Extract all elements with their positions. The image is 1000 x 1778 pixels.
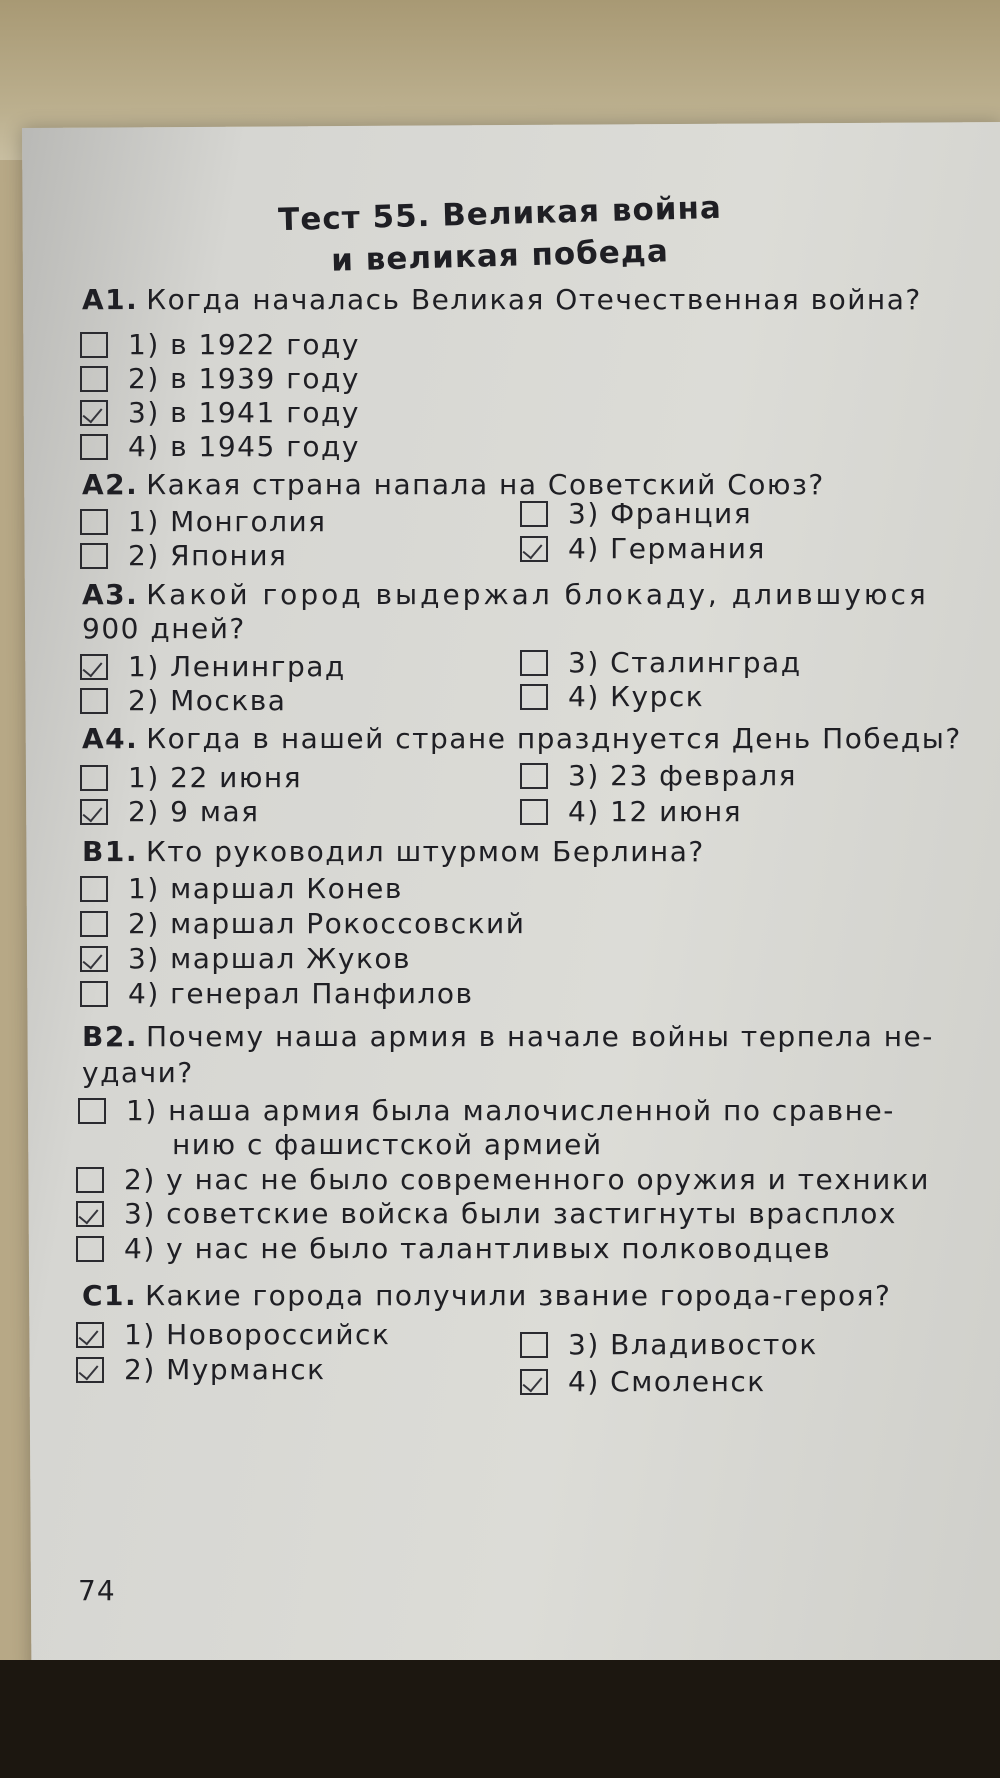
- answer-option[interactable]: [80, 795, 259, 828]
- answer-option[interactable]: [80, 650, 346, 683]
- option-label: 1) 22 июня: [128, 761, 303, 794]
- answer-option[interactable]: [76, 1163, 930, 1196]
- checkbox[interactable]: [80, 911, 108, 937]
- checkbox[interactable]: [520, 1332, 548, 1358]
- option-label: 1) Ленинград: [128, 650, 346, 683]
- option-label: 4) генерал Панфилов: [128, 977, 474, 1010]
- checkbox[interactable]: [80, 509, 108, 535]
- checkbox[interactable]: [80, 688, 108, 714]
- checkbox[interactable]: [80, 876, 108, 902]
- option-label: 4) Смоленск: [568, 1365, 766, 1398]
- option-label: 4) Германия: [568, 532, 766, 565]
- question-b1: [82, 835, 705, 868]
- question-number: А4.: [82, 722, 139, 755]
- checkbox-checked[interactable]: [80, 400, 108, 426]
- question-number: В1.: [82, 835, 138, 868]
- answer-option[interactable]: [80, 505, 327, 538]
- option-label: 1) в 1922 году: [128, 328, 360, 361]
- answer-option[interactable]: [520, 646, 802, 679]
- answer-option[interactable]: [520, 497, 752, 530]
- question-text: Когда в нашей стране празднуется День Победы?: [146, 722, 962, 755]
- checkbox[interactable]: [520, 799, 548, 825]
- answer-option[interactable]: [80, 761, 302, 794]
- question-number: А2.: [82, 468, 139, 501]
- page-number: 74: [78, 1574, 116, 1607]
- checkbox-checked[interactable]: [76, 1201, 104, 1227]
- answer-option[interactable]: [80, 328, 360, 361]
- answer-option[interactable]: [80, 396, 360, 429]
- answer-option[interactable]: [80, 430, 360, 463]
- answer-option[interactable]: [520, 795, 742, 828]
- option-label: 1) наша армия была малочисленной по сравне-: [126, 1094, 895, 1127]
- checkbox[interactable]: [520, 650, 548, 676]
- option-label: 2) в 1939 году: [128, 362, 360, 395]
- question-number: В2.: [82, 1020, 138, 1053]
- checkbox[interactable]: [80, 981, 108, 1007]
- answer-option[interactable]: [80, 942, 411, 975]
- option-label: 3) маршал Жуков: [128, 942, 412, 975]
- page-title-line1: Тест 55. Великая война: [277, 189, 723, 239]
- checkbox[interactable]: [520, 501, 548, 527]
- question-number: А3.: [82, 578, 139, 611]
- checkbox[interactable]: [520, 763, 548, 789]
- checkbox-checked[interactable]: [80, 946, 108, 972]
- checkbox[interactable]: [80, 366, 108, 392]
- answer-option-continued: нию с фашистской армией: [172, 1128, 603, 1161]
- question-text: Почему наша армия в начале войны терпела не-: [145, 1020, 934, 1053]
- checkbox-checked[interactable]: [520, 536, 548, 562]
- question-a1: [82, 283, 922, 316]
- answer-option[interactable]: [520, 680, 704, 713]
- option-label: 4) Курск: [568, 680, 705, 713]
- checkbox-checked[interactable]: [80, 654, 108, 680]
- answer-option[interactable]: [78, 1094, 895, 1127]
- question-text: Какая страна напала на Советский Союз?: [146, 468, 825, 501]
- checkbox[interactable]: [80, 332, 108, 358]
- checkbox[interactable]: [80, 765, 108, 791]
- checkbox-checked[interactable]: [76, 1322, 104, 1348]
- checkbox[interactable]: [80, 543, 108, 569]
- answer-option[interactable]: [80, 684, 286, 717]
- answer-option[interactable]: [80, 907, 525, 940]
- option-label: 3) Владивосток: [568, 1328, 818, 1361]
- answer-option[interactable]: [76, 1318, 390, 1351]
- answer-option[interactable]: [520, 759, 797, 792]
- question-c1: [82, 1279, 891, 1312]
- question-text: Когда началась Великая Отечественная война?: [146, 283, 922, 316]
- checkbox[interactable]: [520, 684, 548, 710]
- answer-option[interactable]: [80, 539, 287, 572]
- option-label: 2) маршал Рокоссовский: [128, 907, 526, 940]
- checkbox[interactable]: [76, 1236, 104, 1262]
- option-label: 3) Франция: [568, 497, 753, 530]
- option-label: 4) у нас не было талантливых полководцев: [124, 1232, 832, 1265]
- checkbox[interactable]: [80, 434, 108, 460]
- answer-option[interactable]: [80, 872, 403, 905]
- checkbox-checked[interactable]: [520, 1369, 548, 1395]
- option-label: 2) 9 мая: [128, 795, 260, 828]
- question-text: Какой город выдержал блокаду, длившуюся: [146, 578, 929, 611]
- option-label: 1) маршал Конев: [128, 872, 403, 905]
- page-title-line2: и великая победа: [330, 233, 670, 279]
- question-a3: [82, 578, 929, 611]
- checkbox-checked[interactable]: [80, 799, 108, 825]
- question-number: С1.: [82, 1279, 138, 1312]
- answer-option[interactable]: [80, 977, 474, 1010]
- option-label: 4) 12 июня: [568, 795, 743, 828]
- question-a3-continued: 900 дней?: [82, 612, 246, 645]
- option-label: 2) Москва: [128, 684, 287, 717]
- option-label: 3) 23 февраля: [568, 759, 798, 792]
- answer-option[interactable]: [80, 362, 360, 395]
- question-a4: [82, 722, 962, 755]
- question-text: Какие города получили звание города-героя?: [145, 1279, 892, 1312]
- answer-option[interactable]: [520, 1365, 766, 1398]
- answer-option[interactable]: [76, 1197, 897, 1230]
- option-label: 4) в 1945 году: [128, 430, 360, 463]
- checkbox[interactable]: [76, 1167, 104, 1193]
- option-label: 1) Новороссийск: [124, 1318, 391, 1351]
- option-label: 1) Монголия: [128, 505, 327, 538]
- question-b2-continued: удачи?: [82, 1056, 194, 1089]
- answer-option[interactable]: [520, 1328, 818, 1361]
- answer-option[interactable]: [76, 1353, 326, 1386]
- answer-option[interactable]: [76, 1232, 831, 1265]
- checkbox-checked[interactable]: [76, 1357, 104, 1383]
- option-label: 3) Сталинград: [568, 646, 802, 679]
- question-number: А1.: [82, 283, 139, 316]
- question-text: Кто руководил штурмом Берлина?: [145, 835, 705, 868]
- checkbox[interactable]: [78, 1098, 106, 1124]
- option-label: 2) Япония: [128, 539, 288, 572]
- option-label: 2) Мурманск: [124, 1353, 326, 1386]
- option-label: 3) в 1941 году: [128, 396, 360, 429]
- question-b2: [82, 1020, 934, 1053]
- answer-option[interactable]: [520, 532, 766, 565]
- option-label: 2) у нас не было современного оружия и техники: [124, 1163, 930, 1196]
- option-label: 3) советские войска были застигнуты врасплох: [124, 1197, 897, 1230]
